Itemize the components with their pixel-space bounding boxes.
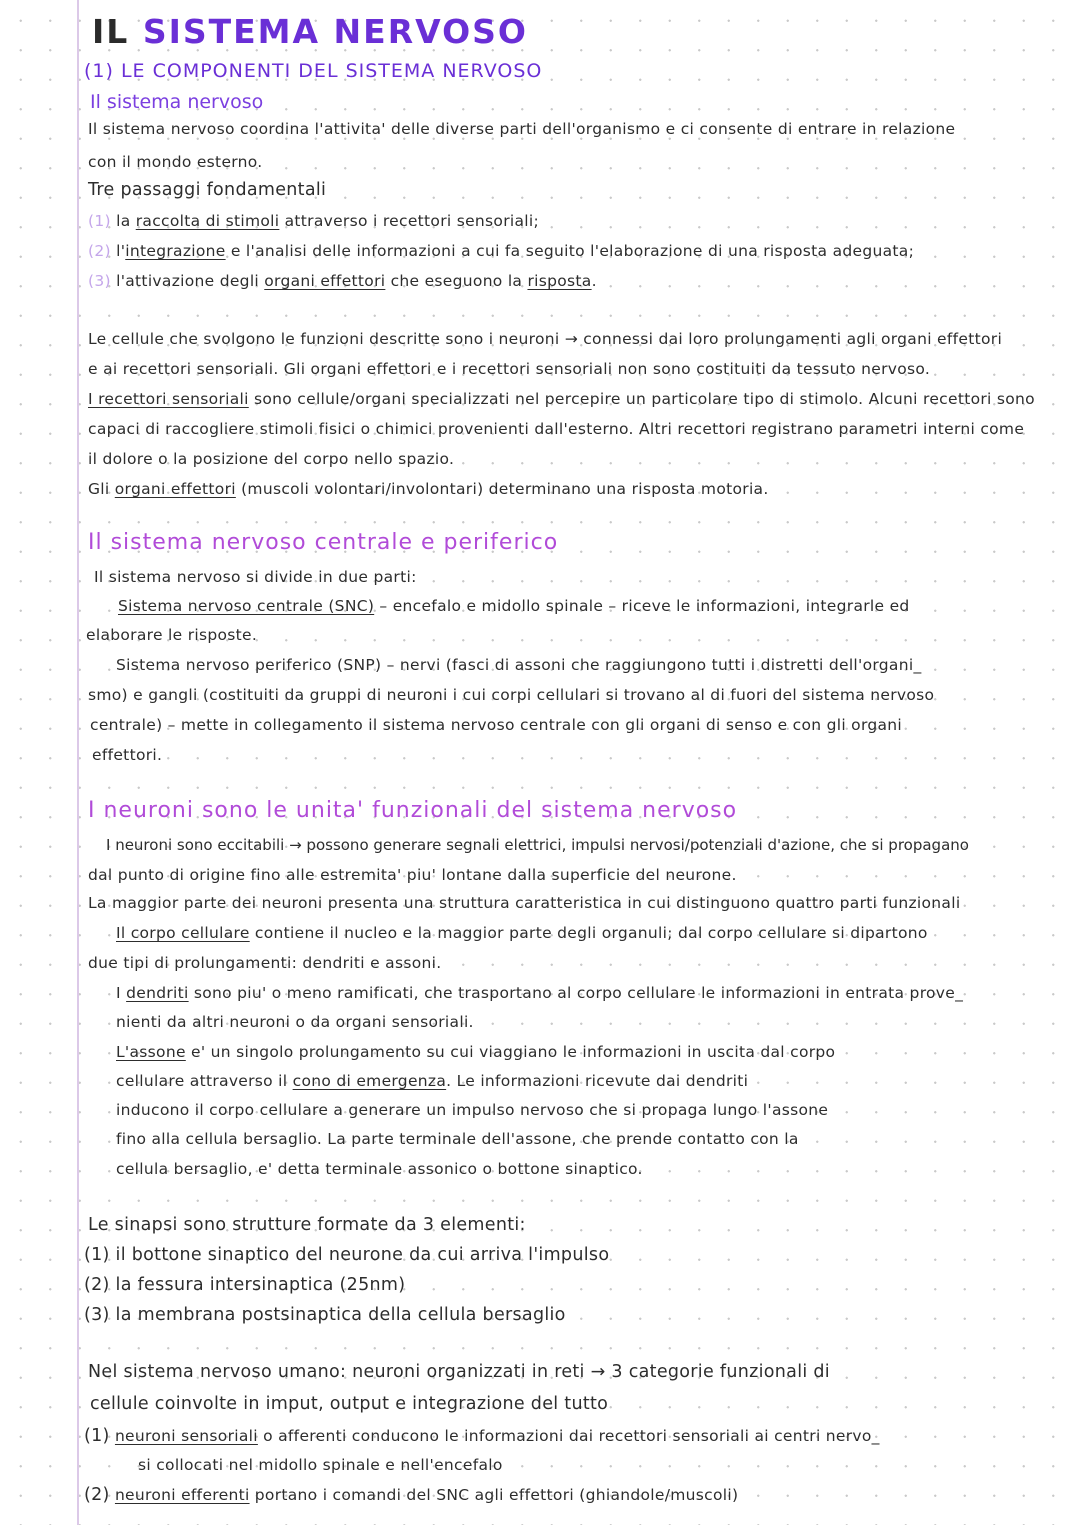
text-span: – encefalo e midollo spinale – riceve le informazioni, integrarle ed <box>374 597 910 615</box>
subtitle-text: LE COMPONENTI DEL SISTEMA NERVOSO <box>120 60 543 82</box>
list-number: (1) <box>84 1426 110 1446</box>
text-span: l'attivazione degli <box>116 272 265 290</box>
list-item <box>88 272 597 290</box>
list-item: (1) il bottone sinaptico del neurone da cui arriva l'impulso <box>84 1245 610 1265</box>
list-number: (2) <box>84 1485 110 1505</box>
text-span: I <box>116 984 127 1002</box>
text-line: Il sistema nervoso coordina l'attivita' delle diverse parti dell'organismo e ci consente di entrare in relazione <box>88 120 956 138</box>
text-line: Le sinapsi sono strutture formate da 3 elementi: <box>88 1215 526 1235</box>
text-line: elaborare le risposte. <box>86 626 258 644</box>
text-line: Il sistema nervoso si divide in due parti: <box>94 568 417 586</box>
text-line: e ai recettori sensoriali. Gli organi effettori e i recettori sensoriali non sono costituiti da tessuto nervoso. <box>88 360 931 378</box>
text-span: l' <box>116 242 126 260</box>
text-span: e l'analisi delle informazioni a cui fa seguito l'elaborazione di una risposta adeguata; <box>225 242 915 260</box>
subtitle-number: (1) <box>84 60 114 82</box>
text-span: o afferenti conducono le informazioni dai recettori sensoriali ai centri nervo_ <box>257 1427 880 1445</box>
text-line: La maggior parte dei neuroni presenta una struttura caratteristica in cui distinguono quattro parti funzionali <box>88 894 961 912</box>
list-number: (2) <box>88 242 111 260</box>
text-line <box>116 984 963 1002</box>
text-line: dal punto di origine fino alle estremita' piu' lontane dalla superficie del neurone. <box>88 866 737 884</box>
text-span: cellulare attraverso il <box>116 1072 293 1090</box>
list-item <box>84 1426 880 1446</box>
text-line <box>118 597 910 615</box>
underlined-text: Il corpo cellulare <box>116 924 250 942</box>
text-line <box>88 480 769 498</box>
text-span: che eseguono la <box>385 272 528 290</box>
text-span: . Le informazioni ricevute dai dendriti <box>446 1072 749 1090</box>
chapter-subtitle <box>84 60 542 82</box>
underlined-text: cono di emergenza <box>292 1072 447 1090</box>
list-item <box>88 212 539 230</box>
text-line: Tre passaggi fondamentali <box>88 180 327 200</box>
text-line: si collocati nel midollo spinale e nell'encefalo <box>138 1456 503 1474</box>
text-span: e' un singolo prolungamento su cui viaggiano le informazioni in uscita dal corpo <box>185 1043 836 1061</box>
underlined-text: I recettori sensoriali <box>88 390 249 408</box>
text-line: cellula bersaglio, e' detta terminale assonico o bottone sinaptico. <box>116 1160 643 1178</box>
list-item <box>88 242 914 260</box>
text-line: cellule coinvolte in imput, output e integrazione del tutto <box>90 1394 609 1414</box>
text-line: capaci di raccogliere stimoli fisici o chimici provenienti dall'esterno. Altri recettori registrano parametri interni come <box>88 420 1025 438</box>
text-line: Nel sistema nervoso umano: neuroni organizzati in reti → 3 categorie funzionali di <box>88 1362 830 1382</box>
underlined-text: risposta <box>527 272 592 290</box>
list-item: (2) la fessura intersinaptica (25nm) <box>84 1275 406 1295</box>
text-line: Le cellule che svolgono le funzioni descritte sono i neuroni → connessi dai loro prolungamenti agli organi effettori <box>88 330 1003 348</box>
text-line: centrale) – mette in collegamento il sistema nervoso centrale con gli organi di senso e con gli organi <box>90 716 903 734</box>
title-part1: IL <box>92 12 130 51</box>
text-span: (muscoli volontari/involontari) determinano una risposta motoria. <box>235 480 769 498</box>
text-line: smo) e gangli (costituiti da gruppi di neuroni i cui corpi cellulari si trovano al di fuori del sistema nervoso <box>88 686 935 704</box>
list-item: (3) la membrana postsinaptica della cellula bersaglio <box>84 1305 566 1325</box>
text-span: sono piu' o meno ramificati, che trasportano al corpo cellulare le informazioni in entrata prove_ <box>188 984 964 1002</box>
text-line: effettori. <box>92 746 163 764</box>
list-number: (3) <box>88 272 111 290</box>
text-line <box>116 1072 748 1090</box>
underlined-text: neuroni sensoriali <box>114 1427 258 1445</box>
underlined-text: neuroni efferenti <box>114 1486 250 1504</box>
text-line: fino alla cellula bersaglio. La parte terminale dell'assone, che prende contatto con la <box>116 1130 799 1148</box>
text-span: attraverso i recettori sensoriali; <box>279 212 540 230</box>
title-part2: SISTEMA NERVOSO <box>142 12 528 51</box>
text-line: I neuroni sono eccitabili → possono generare segnali elettrici, impulsi nervosi/potenziali d'azione, che si propagano <box>106 836 969 854</box>
text-span: la <box>116 212 136 230</box>
text-line: il dolore o la posizione del corpo nello spazio. <box>88 450 455 468</box>
underlined-text: organi effettori <box>114 480 236 498</box>
text-line: due tipi di prolungamenti: dendriti e assoni. <box>88 954 442 972</box>
text-line <box>116 924 928 942</box>
text-span: . <box>591 272 597 290</box>
underlined-text: integrazione <box>125 242 226 260</box>
underlined-text: dendriti <box>126 984 189 1002</box>
text-line: Sistema nervoso periferico (SNP) – nervi (fasci di assoni che raggiungono tutti i distretti dell'organi_ <box>116 656 922 674</box>
underlined-text: organi effettori <box>264 272 386 290</box>
section-heading-centrale-periferico: Il sistema nervoso centrale e periferico <box>88 530 559 555</box>
section-heading-sistema-nervoso: Il sistema nervoso <box>90 91 264 113</box>
section-heading-neuroni: I neuroni sono le unita' funzionali del sistema nervoso <box>88 798 738 823</box>
list-item <box>84 1485 738 1505</box>
text-line: inducono il corpo cellulare a generare un impulso nervoso che si propaga lungo l'assone <box>116 1101 829 1119</box>
page-title <box>92 12 528 51</box>
underlined-text: L'assone <box>116 1043 186 1061</box>
text-span: contiene il nucleo e la maggior parte degli organuli; dal corpo cellulare si dipartono <box>249 924 928 942</box>
text-line <box>116 1043 835 1061</box>
underlined-text: Sistema nervoso centrale (SNC) <box>118 597 375 615</box>
text-line: con il mondo esterno. <box>88 153 263 171</box>
text-span: sono cellule/organi specializzati nel percepire un particolare tipo di stimolo. Alcuni recettori sono <box>248 390 1035 408</box>
text-line <box>88 390 1035 408</box>
text-span: portano i comandi del SNC agli effettori (ghiandole/muscoli) <box>249 1486 739 1504</box>
text-line: nienti da altri neuroni o da organi sensoriali. <box>116 1013 474 1031</box>
list-number: (1) <box>88 212 111 230</box>
text-span: Gli <box>88 480 115 498</box>
underlined-text: raccolta di stimoli <box>135 212 280 230</box>
